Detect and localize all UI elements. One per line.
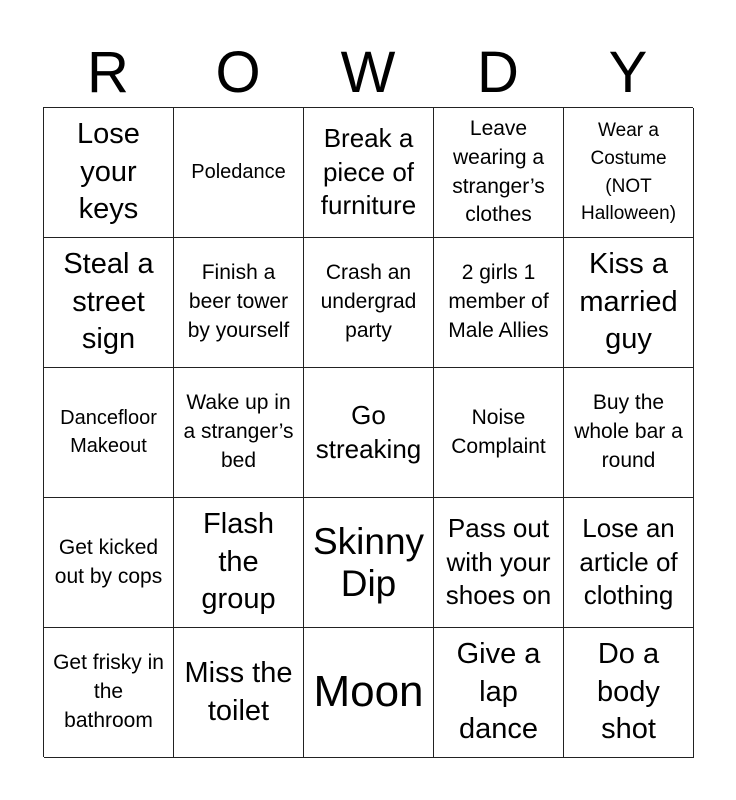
header-letter-w: W: [340, 40, 396, 105]
header-letter-o: O: [215, 40, 261, 105]
bingo-cell[interactable]: Buy the whole bar a round: [564, 368, 694, 498]
bingo-cell[interactable]: Pass out with your shoes on: [434, 498, 564, 628]
bingo-cell[interactable]: Skinny Dip: [304, 498, 434, 628]
bingo-cell[interactable]: Go streaking: [304, 368, 434, 498]
header-letter-r: R: [87, 40, 129, 105]
bingo-cell[interactable]: Get frisky in the bathroom: [44, 628, 174, 758]
bingo-cell[interactable]: 2 girls 1 member of Male Allies: [434, 238, 564, 368]
bingo-cell[interactable]: Lose your keys: [44, 108, 174, 238]
bingo-cell[interactable]: Do a body shot: [564, 628, 694, 758]
header-letter-y: Y: [608, 40, 648, 105]
bingo-cell[interactable]: Get kicked out by cops: [44, 498, 174, 628]
bingo-cell[interactable]: Wake up in a stranger’s bed: [174, 368, 304, 498]
bingo-cell[interactable]: Noise Complaint: [434, 368, 564, 498]
bingo-cell[interactable]: Moon: [304, 628, 434, 758]
bingo-cell[interactable]: Give a lap dance: [434, 628, 564, 758]
bingo-cell[interactable]: Lose an article of clothing: [564, 498, 694, 628]
bingo-cell[interactable]: Dancefloor Makeout: [44, 368, 174, 498]
bingo-cell[interactable]: Steal a street sign: [44, 238, 174, 368]
bingo-cell[interactable]: Break a piece of furniture: [304, 108, 434, 238]
bingo-cell[interactable]: Kiss a married guy: [564, 238, 694, 368]
header-letter-d: D: [477, 40, 519, 105]
bingo-cell[interactable]: Miss the toilet: [174, 628, 304, 758]
bingo-header: [43, 40, 693, 106]
bingo-cell[interactable]: Wear a Costume (NOT Halloween): [564, 108, 694, 238]
bingo-cell[interactable]: Finish a beer tower by yourself: [174, 238, 304, 368]
bingo-cell[interactable]: Crash an undergrad party: [304, 238, 434, 368]
bingo-cell[interactable]: Leave wearing a stranger’s clothes: [434, 108, 564, 238]
bingo-cell[interactable]: Flash the group: [174, 498, 304, 628]
bingo-board: [43, 107, 693, 757]
bingo-cell[interactable]: Poledance: [174, 108, 304, 238]
